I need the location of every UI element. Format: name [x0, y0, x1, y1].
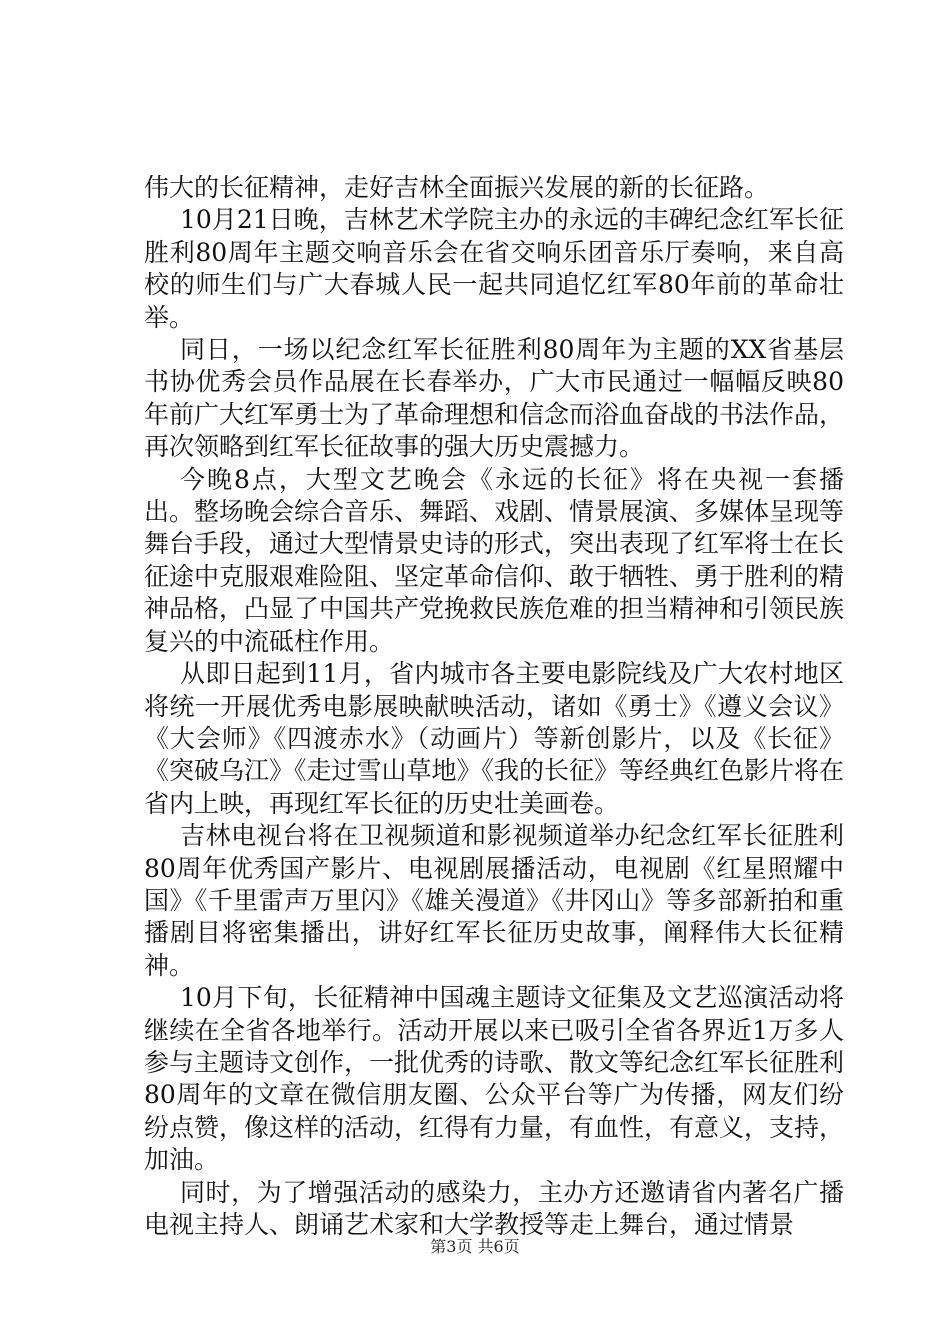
- paragraph-calligraphy-exhibition: 同日，一场以纪念红军长征胜利80周年为主题的XX省基层书协优秀会员作品展在长春举办，广大市民通过一幅幅反映80年前广大红军勇士为了革命理想和信念而浴血奋战的书法作品，再次领略到红军长征故事的强大历史震撼力。: [144, 335, 845, 462]
- page-number-footer: 第3页 共6页: [430, 1237, 520, 1256]
- paragraph-continuation: 伟大的长征精神，走好吉林全面振兴发展的新的长征路。: [144, 173, 770, 202]
- document-body: [144, 172, 844, 1241]
- paragraph-stage-hosts: 同时，为了增强活动的感染力，主办方还邀请省内著名广播电视主持人、朗诵艺术家和大学教授等走上舞台，通过情景: [144, 1177, 844, 1239]
- paragraph-film-screening: 从即日起到11月，省内城市各主要电影院线及广大农村地区将统一开展优秀电影展映献映活动，诸如《勇士》《遵义会议》《大会师》《四渡赤水》（动画片）等新创影片，以及《长征》《突破乌江》《走过雪山草地》《我的长征》等经典红色影片将在省内上映，再现红军长征的历史壮美画卷。: [144, 659, 845, 818]
- paragraph-poetry-activity: 10月下旬，长征精神中国魂主题诗文征集及文艺巡演活动将继续在全省各地举行。活动开展以来已吸引全省各界近1万多人参与主题诗文创作，一批优秀的诗歌、散文等纪念红军长征胜利80周年的文章在微信朋友圈、公众平台等广为传播，网友们纷纷点赞，像这样的活动，红得有力量，有血性，有意义，支持，加油。: [144, 983, 845, 1175]
- paragraph-gala: 今晚8点，大型文艺晚会《永远的长征》将在央视一套播出。整场晚会综合音乐、舞蹈、戏剧、情景展演、多媒体呈现等舞台手段，通过大型情景史诗的形式，突出表现了红军将士在长征途中克服艰难险阻、坚定革命信仰、敢于牺牲、勇于胜利的精神品格，凸显了中国共产党挽救民族危难的担当精神和引领民族复兴的中流砥柱作用。: [144, 464, 845, 656]
- paragraph-concert: 10月21日晚，吉林艺术学院主办的永远的丰碑纪念红军长征胜利80周年主题交响音乐会在省交响乐团音乐厅奏响，来自高校的师生们与广大春城人民一起共同追忆红军80年前的革命壮举。: [144, 205, 844, 332]
- paragraph-tv-broadcast: 吉林电视台将在卫视频道和影视频道举办纪念红军长征胜利80周年优秀国产影片、电视剧展播活动，电视剧《红星照耀中国》《千里雷声万里闪》《雄关漫道》《井冈山》等多部新拍和重播剧目将密集播出，讲好红军长征历史故事，阐释伟大长征精神。: [144, 821, 844, 980]
